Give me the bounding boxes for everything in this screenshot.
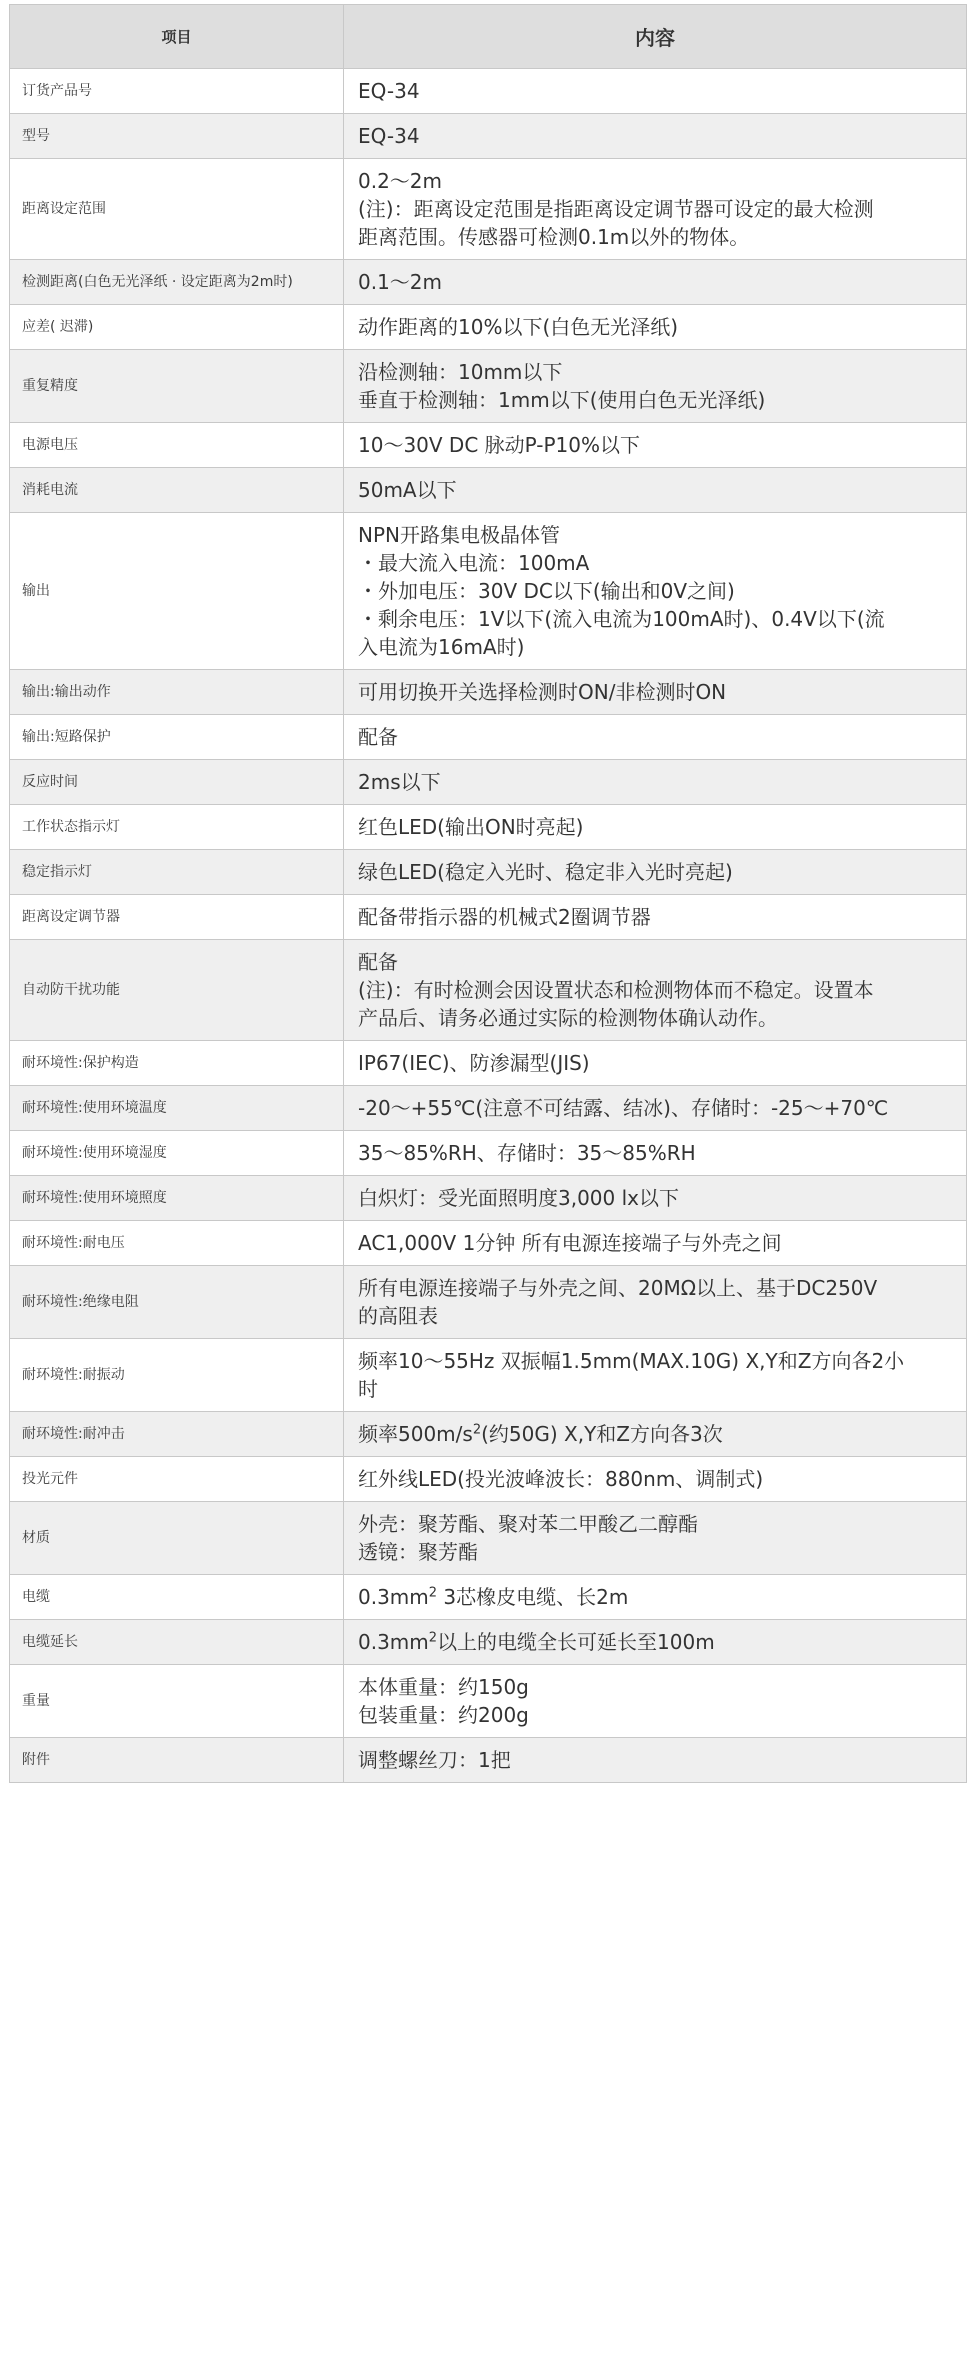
spec-value-line: 配备带指示器的机械式2圈调节器: [358, 905, 651, 929]
spec-value-line: 配备: [358, 950, 398, 974]
spec-value: [344, 1041, 967, 1086]
table-row: [10, 1412, 967, 1457]
spec-label: 重量: [10, 1665, 344, 1738]
spec-label: 重复精度: [10, 350, 344, 423]
spec-label: 距离设定范围: [10, 159, 344, 260]
superscript: 2: [428, 1585, 438, 1601]
spec-label: 耐环境性:保护构造: [10, 1041, 344, 1086]
spec-value: [344, 468, 967, 513]
spec-value-line: 可用切换开关选择检测时ON/非检测时ON: [358, 680, 727, 704]
spec-value: [344, 1339, 967, 1412]
table-row: [10, 805, 967, 850]
header-content: 内容: [344, 5, 967, 69]
spec-value: [344, 1221, 967, 1266]
spec-value-line: 本体重量：约150g: [358, 1675, 529, 1699]
table-row: [10, 760, 967, 805]
spec-label: 检测距离(白色无光泽纸 · 设定距离为2m时): [10, 260, 344, 305]
table-row: [10, 670, 967, 715]
spec-value-text: 0.3mm: [358, 1630, 429, 1654]
spec-value-line: AC1,000V 1分钟 所有电源连接端子与外壳之间: [358, 1231, 782, 1255]
spec-value-line: EQ-34: [358, 124, 420, 148]
table-row: [10, 1457, 967, 1502]
spec-label: 耐环境性:使用环境湿度: [10, 1131, 344, 1176]
table-row: [10, 114, 967, 159]
spec-value: [344, 1620, 967, 1665]
spec-label: 输出:短路保护: [10, 715, 344, 760]
spec-value: [344, 423, 967, 468]
spec-value: [344, 1575, 967, 1620]
spec-value-line: 频率10～55Hz 双振幅1.5mm(MAX.10G) X,Y和Z方向各2小: [358, 1349, 905, 1373]
spec-value: [344, 350, 967, 423]
spec-value-line: EQ-34: [358, 79, 420, 103]
spec-value-line: 包装重量：约200g: [358, 1703, 529, 1727]
spec-label: 耐环境性:耐振动: [10, 1339, 344, 1412]
spec-value-line: 动作距离的10%以下(白色无光泽纸): [358, 315, 679, 339]
spec-value: [344, 670, 967, 715]
spec-value: [344, 805, 967, 850]
spec-value-line: ・剩余电压：1V以下(流入电流为100mA时)、0.4V以下(流: [358, 607, 885, 631]
spec-value: [344, 1665, 967, 1738]
spec-label: 工作状态指示灯: [10, 805, 344, 850]
spec-value-line: 时: [358, 1377, 378, 1401]
spec-value-line: 距离范围。传感器可检测0.1m以外的物体。: [358, 225, 750, 249]
spec-value-line: 白炽灯：受光面照明度3,000 lx以下: [358, 1186, 680, 1210]
spec-value: [344, 513, 967, 670]
superscript: 2: [472, 1422, 482, 1438]
spec-value-line: 外壳：聚芳酯、聚对苯二甲酸乙二醇酯: [358, 1512, 698, 1536]
table-row: [10, 513, 967, 670]
spec-value: [344, 715, 967, 760]
spec-table: [9, 4, 967, 1783]
table-row: [10, 895, 967, 940]
spec-label: 投光元件: [10, 1457, 344, 1502]
table-row: [10, 715, 967, 760]
table-row: [10, 1131, 967, 1176]
header-item: 项目: [10, 5, 344, 69]
spec-label: 电缆延长: [10, 1620, 344, 1665]
spec-value-line: 0.2～2m: [358, 169, 443, 193]
spec-value-line: 沿检测轴：10mm以下: [358, 360, 563, 384]
spec-value: [344, 1086, 967, 1131]
table-row: [10, 468, 967, 513]
table-row: [10, 1041, 967, 1086]
spec-value: [344, 850, 967, 895]
superscript: 2: [428, 1630, 438, 1646]
spec-label: 输出: [10, 513, 344, 670]
spec-table-container: [9, 4, 966, 1783]
spec-value: [344, 1502, 967, 1575]
spec-value-line: ・最大流入电流：100mA: [358, 551, 590, 575]
table-row: [10, 350, 967, 423]
table-row: [10, 940, 967, 1041]
spec-value-line: ・外加电压：30V DC以下(输出和0V之间): [358, 579, 735, 603]
table-row: [10, 1665, 967, 1738]
spec-label: 距离设定调节器: [10, 895, 344, 940]
spec-value: [344, 1457, 967, 1502]
spec-value-line: 红外线LED(投光波峰波长：880nm、调制式): [358, 1467, 764, 1491]
spec-label: 订货产品号: [10, 69, 344, 114]
table-row: [10, 1502, 967, 1575]
spec-value: [344, 159, 967, 260]
spec-value-text: 3芯橡皮电缆、长2m: [437, 1585, 629, 1609]
table-row: [10, 305, 967, 350]
spec-label: 耐环境性:使用环境温度: [10, 1086, 344, 1131]
spec-value-line: (注)：距离设定范围是指距离设定调节器可设定的最大检测: [358, 197, 874, 221]
spec-label: 应差( 迟滞): [10, 305, 344, 350]
spec-label: 电源电压: [10, 423, 344, 468]
spec-value-line: 的高阻表: [358, 1304, 438, 1328]
spec-value: [344, 1412, 967, 1457]
spec-value-line: 红色LED(输出ON时亮起): [358, 815, 584, 839]
table-row: [10, 1575, 967, 1620]
spec-value-line: 35～85%RH、存储时：35～85%RH: [358, 1141, 696, 1165]
table-row: [10, 1266, 967, 1339]
table-row: [10, 159, 967, 260]
spec-value-line: 垂直于检测轴：1mm以下(使用白色无光泽纸): [358, 388, 766, 412]
spec-value-line: (注)：有时检测会因设置状态和检测物体而不稳定。设置本: [358, 978, 874, 1002]
spec-value: [344, 760, 967, 805]
table-row: [10, 1620, 967, 1665]
spec-value: [344, 1131, 967, 1176]
spec-label: 反应时间: [10, 760, 344, 805]
spec-label: 消耗电流: [10, 468, 344, 513]
table-row: [10, 1738, 967, 1783]
spec-value-line: 产品后、请务必通过实际的检测物体确认动作。: [358, 1006, 778, 1030]
spec-value-line: IP67(IEC)、防渗漏型(JIS): [358, 1051, 590, 1075]
spec-value: [344, 895, 967, 940]
spec-value-line: 调整螺丝刀：1把: [358, 1748, 511, 1772]
spec-value: [344, 1738, 967, 1783]
spec-value-text: 0.3mm: [358, 1585, 429, 1609]
spec-value-text: 频率500m/s: [358, 1422, 473, 1446]
spec-value-line: 绿色LED(稳定入光时、稳定非入光时亮起): [358, 860, 733, 884]
spec-label: 稳定指示灯: [10, 850, 344, 895]
spec-value: [344, 1266, 967, 1339]
table-row: [10, 850, 967, 895]
table-body: [10, 69, 967, 1783]
spec-label: 材质: [10, 1502, 344, 1575]
table-row: [10, 423, 967, 468]
spec-label: 附件: [10, 1738, 344, 1783]
spec-value-text: (约50G) X,Y和Z方向各3次: [481, 1422, 723, 1446]
spec-label: 电缆: [10, 1575, 344, 1620]
spec-value: [344, 69, 967, 114]
spec-value-line: 所有电源连接端子与外壳之间、20MΩ以上、基于DC250V: [358, 1276, 878, 1300]
spec-label: 耐环境性:绝缘电阻: [10, 1266, 344, 1339]
spec-label: 自动防干扰功能: [10, 940, 344, 1041]
spec-value-line: NPN开路集电极晶体管: [358, 523, 560, 547]
table-row: [10, 69, 967, 114]
spec-value-text: 以上的电缆全长可延长至100m: [437, 1630, 715, 1654]
table-header-row: [10, 5, 967, 69]
spec-label: 耐环境性:耐电压: [10, 1221, 344, 1266]
spec-value: [344, 114, 967, 159]
spec-value-line: -20～+55℃(注意不可结露、结冰)、存储时：-25～+70℃: [358, 1096, 889, 1120]
spec-value: [344, 260, 967, 305]
table-row: [10, 260, 967, 305]
spec-value-line: 入电流为16mA时): [358, 635, 525, 659]
spec-value-line: 0.1～2m: [358, 270, 443, 294]
table-row: [10, 1176, 967, 1221]
table-row: [10, 1086, 967, 1131]
spec-value-line: 透镜：聚芳酯: [358, 1540, 478, 1564]
spec-label: 耐环境性:使用环境照度: [10, 1176, 344, 1221]
spec-value-line: 2ms以下: [358, 770, 441, 794]
table-row: [10, 1339, 967, 1412]
spec-label: 输出:输出动作: [10, 670, 344, 715]
spec-value: [344, 305, 967, 350]
spec-value-line: 10～30V DC 脉动P-P10%以下: [358, 433, 641, 457]
spec-value: [344, 1176, 967, 1221]
spec-value-line: 50mA以下: [358, 478, 457, 502]
spec-value: [344, 940, 967, 1041]
table-row: [10, 1221, 967, 1266]
spec-label: 耐环境性:耐冲击: [10, 1412, 344, 1457]
spec-value-line: 配备: [358, 725, 398, 749]
spec-label: 型号: [10, 114, 344, 159]
